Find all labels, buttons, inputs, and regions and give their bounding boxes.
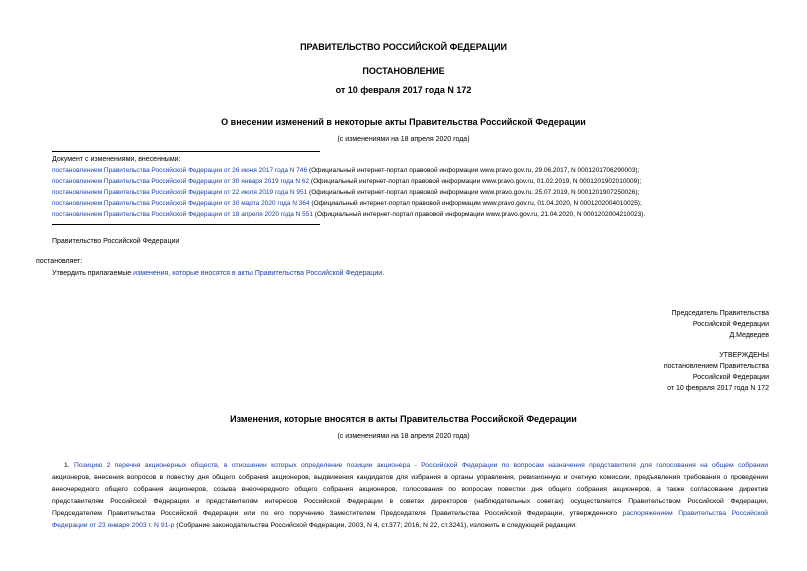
government-heading: ПРАВИТЕЛЬСТВО РОССИЙСКОЙ ФЕДЕРАЦИИ (300, 42, 507, 52)
decides-text: постановляет: (36, 258, 83, 265)
amendment-source: (Официальный интернет-портал правовой информации www.pravo.gov.ru, 29.06.2017, N 0001201706290003); (307, 167, 640, 174)
approve-paragraph: Утвердить прилагаемые изменения, которые вносятся в акты Правительства Российской Федерации. (52, 270, 385, 277)
amendment-item (52, 167, 639, 174)
amendment-item (52, 200, 642, 207)
amendments-intro: Документ с изменениями, внесенными: (52, 156, 181, 163)
amendment-source: (Официальный интернет-портал правовой информации www.pravo.gov.ru, 01.04.2020, N 0001202004010025); (309, 200, 642, 207)
approved-label: УТВЕРЖДЕНЫ (719, 352, 769, 359)
decree-91r-link[interactable]: распоряжением Правительства Российской (622, 510, 768, 517)
document-title: О внесении изменений в некоторые акты Правительства Российской Федерации (221, 117, 586, 127)
approved-line-3: от 10 февраля 2017 года N 172 (667, 385, 769, 392)
decree-91r-link-cont[interactable]: Федерации от 23 января 2003 г. N 91-р (52, 522, 175, 529)
amendment-link[interactable]: постановлением Правительства Российской Федерации от 18 апреля 2020 года N 551 (52, 211, 313, 218)
document-date-number: от 10 февраля 2017 года N 172 (335, 85, 472, 95)
paragraph-line: 1. Позицию 2 перечня акционерных обществ, в отношении которых определение позиции акционера - Российской Федерации по вопросам назначения представителя для голосования на общем собрании (64, 462, 768, 469)
changes-paragraph-1 (52, 460, 768, 532)
amendment-link[interactable]: постановлением Правительства Российской Федерации от 26 июня 2017 года N 746 (52, 167, 308, 174)
paragraph-line: Федерации от 23 января 2003 г. N 91-р (Собрание законодательства Российской Федерации, 2003, N 4, ст.377; 2016, N 22, ст.3241), изложить в следующей редакции: (52, 522, 577, 529)
changes-edition-note: (с изменениями на 18 апреля 2020 года) (337, 433, 470, 440)
approved-line-1: постановлением Правительства (663, 363, 769, 370)
edition-note: (с изменениями на 18 апреля 2020 года) (337, 136, 470, 143)
amendment-link[interactable]: постановлением Правительства Российской Федерации от 30 января 2019 года N 62 (52, 178, 310, 185)
changes-title: Изменения, которые вносятся в акты Правительства Российской Федерации (230, 414, 577, 424)
paragraph-line: Председателем Правительства Российской Федерации или по его поручению Заместителем Председателя Правительства Российской Федерации, утвержденного распоряжением Правительства Российской (52, 510, 768, 517)
amendment-item (52, 189, 639, 196)
position-2-link[interactable]: Позицию 2 перечня акционерных обществ, в отношении которых определение позиции акционера - Российской Федерации по вопросам назначения представителя для голосования на общем собрании (74, 462, 768, 469)
amendment-source: (Официальный интернет-портал правовой информации www.pravo.gov.ru, 25.07.2019, N 0001201907250026); (307, 189, 640, 196)
amendment-link[interactable]: постановлением Правительства Российской Федерации от 30 марта 2020 года N 364 (52, 200, 310, 207)
paragraph-line: представителям Российской Федерации и представителям интересов Российской Федерации в советах директоров (наблюдательных советах) осуществляется Правительством Российской Федерации, (52, 498, 768, 505)
amendment-link[interactable]: постановлением Правительства Российской Федерации от 22 июля 2019 года N 951 (52, 189, 308, 196)
signature-position-2: Российской Федерации (692, 321, 769, 328)
document-type: ПОСТАНОВЛЕНИЕ (362, 66, 445, 76)
amendment-item (52, 211, 645, 218)
signature-name: Д.Медведев (729, 332, 769, 339)
amendments-bottom-rule (52, 224, 320, 225)
amendments-top-rule (52, 151, 320, 152)
signature-position-1: Председатель Правительства (671, 310, 769, 317)
amendment-source: (Официальный интернет-портал правовой информации www.pravo.gov.ru, 21.04.2020, N 0001202004210023). (313, 211, 646, 218)
approved-line-2: Российской Федерации (692, 374, 769, 381)
amendment-item (52, 178, 641, 185)
paragraph-line: акционеров, внесения вопросов в повестку дня общего собрания акционеров, выдвижения кандидатов для избрания в органы управления, ревизионную и счетную комиссии, предъявления требования о проведении (52, 474, 768, 481)
amendment-source: (Официальный интернет-портал правовой информации www.pravo.gov.ru, 01.02.2019, N 0001201902010009); (309, 178, 642, 185)
issuer-text: Правительство Российской Федерации (52, 238, 180, 245)
paragraph-line: внеочередного общего собрания акционеров, созыва внеочередного общего собрания акционеров, голосования по вопросам повестки дня общего собрания акционеров, а также согласование директив (52, 486, 768, 493)
changes-link[interactable]: изменения, которые вносятся в акты Правительства Российской Федерации (133, 270, 383, 277)
